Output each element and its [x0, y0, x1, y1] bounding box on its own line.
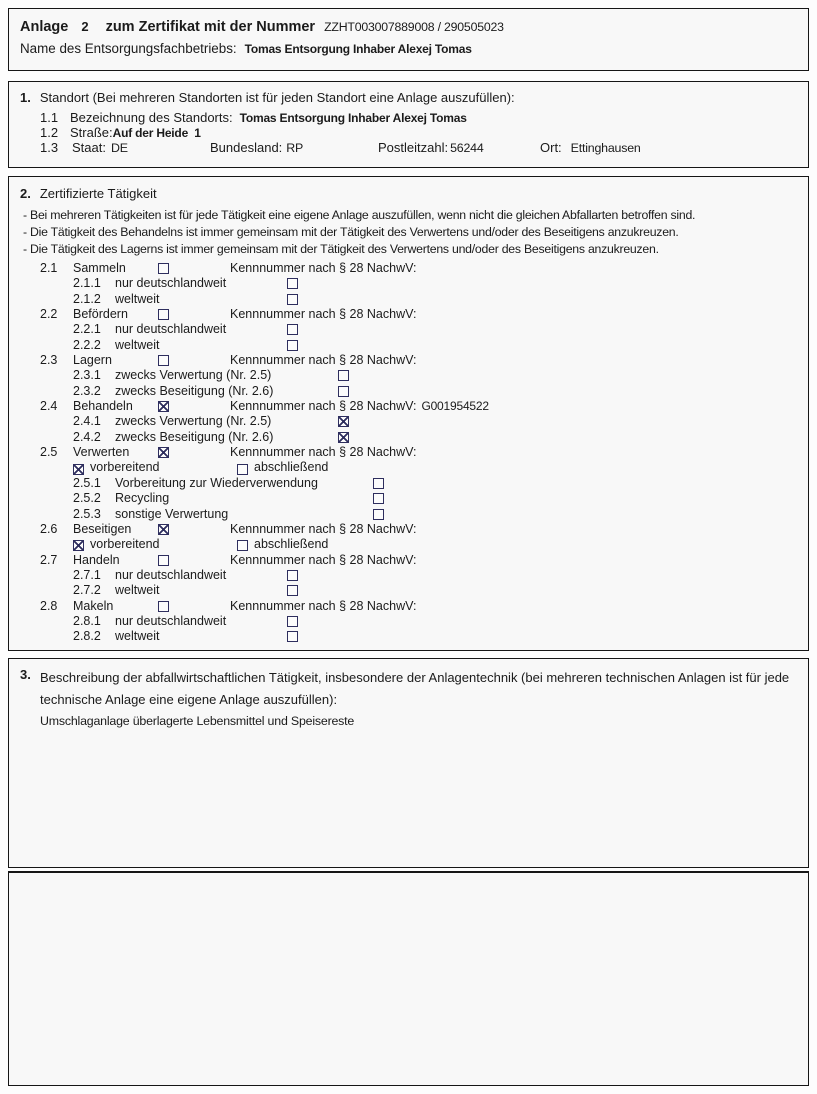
form-row [9, 430, 809, 445]
checkbox-2.5.3[interactable] [373, 509, 384, 520]
section2-title-text: Zertifizierte Tätigkeit [39, 186, 157, 201]
form-row [9, 353, 809, 368]
sub-label: nur deutschlandweit [115, 322, 227, 337]
kennnummer-field[interactable]: G001954522 [421, 399, 489, 414]
option-label: abschließend [254, 460, 329, 475]
option-group [237, 460, 328, 475]
section2-title [20, 186, 157, 201]
form-row [9, 476, 809, 491]
form-row [9, 338, 809, 353]
checkbox-2.2.2[interactable] [287, 340, 298, 351]
activity-label: Beseitigen [73, 521, 132, 536]
sub-label: Vorbereitung zur Wiederverwendung [115, 475, 318, 490]
form-row [9, 322, 809, 337]
row-1-1 [70, 110, 467, 125]
form-row [9, 629, 809, 644]
checkbox-2.5-abschließend[interactable] [237, 464, 248, 475]
form-row [9, 568, 809, 583]
sub-number: 2.2.1 [73, 322, 101, 337]
sub-label: zwecks Verwertung (Nr. 2.5) [115, 368, 272, 383]
header-line-1 [20, 19, 504, 35]
bundesland-field[interactable]: RP [286, 141, 304, 155]
checkbox-2.5.2[interactable] [373, 493, 384, 504]
form-row [9, 414, 809, 429]
bundesland-label: Bundesland: [210, 140, 283, 155]
sub-number: 2.2.2 [73, 337, 101, 352]
activity-number: 2.8 [40, 598, 58, 613]
header-box [8, 8, 809, 71]
postleitzahl-field[interactable]: 56244 [450, 141, 484, 155]
activity-number: 2.4 [40, 399, 58, 414]
form-row [9, 460, 809, 475]
checkbox-2.1[interactable] [158, 263, 169, 274]
form-row [9, 399, 809, 414]
activity-label: Makeln [73, 598, 114, 613]
activity-number: 2.2 [40, 307, 58, 322]
activity-label: Sammeln [73, 261, 126, 275]
checkbox-2.4[interactable] [158, 401, 169, 412]
activity-label: Verwerten [73, 445, 130, 460]
checkbox-2.8[interactable] [158, 601, 169, 612]
sub-number: 2.1.1 [73, 276, 101, 291]
section2-note: - Die Tätigkeit des Lagerns ist immer gemeinsam mit der Tätigkeit des Verwertens und/oder des Beseitigens anzukreuzen. [23, 242, 659, 256]
empty-box [8, 871, 809, 1086]
section2-number: 2. [20, 186, 31, 201]
sub-label: weltweit [115, 337, 160, 352]
checkbox-2.5-vorbereitend[interactable] [73, 464, 84, 475]
ort-group [540, 140, 641, 155]
activity-number: 2.1 [40, 261, 58, 275]
option-label: vorbereitend [90, 537, 160, 552]
row-1-1-number: 1.1 [40, 110, 59, 125]
checkbox-2.3.2[interactable] [338, 386, 349, 397]
form-row [9, 583, 809, 598]
row-1-2 [70, 125, 201, 140]
activity-number: 2.7 [40, 552, 58, 567]
activity-label: Handeln [73, 552, 120, 567]
section1-title [20, 90, 515, 105]
betrieb-name-label: Name des Entsorgungsfachbetriebs: [20, 41, 237, 56]
staat-label: Staat: [72, 140, 106, 155]
checkbox-2.5.1[interactable] [373, 478, 384, 489]
activity-label: Befördern [73, 307, 128, 322]
sub-number: 2.5.1 [73, 475, 101, 490]
checkbox-2.6-vorbereitend[interactable] [73, 540, 84, 551]
form-row [9, 614, 809, 629]
staat-group [72, 140, 128, 155]
checkbox-2.8.2[interactable] [287, 631, 298, 642]
form-row [9, 292, 809, 307]
form-row [9, 491, 809, 506]
row-1-3-number: 1.3 [40, 140, 59, 155]
checkbox-2.2[interactable] [158, 309, 169, 320]
checkbox-2.3[interactable] [158, 355, 169, 366]
kennnummer-label: Kennnummer nach § 28 NachwV: [230, 598, 417, 613]
kennnummer-label: Kennnummer nach § 28 NachwV: [230, 307, 417, 322]
checkbox-2.6-abschließend[interactable] [237, 540, 248, 551]
checkbox-2.3.1[interactable] [338, 370, 349, 381]
zertifikat-label: zum Zertifikat mit der Nummer [105, 19, 316, 35]
sub-number: 2.3.2 [73, 383, 101, 398]
anlage-label: Anlage [20, 19, 69, 35]
section3-number: 3. [20, 667, 31, 682]
header-line-2 [20, 41, 472, 56]
section2-taetigkeit-box [8, 176, 809, 651]
checkbox-2.1.2[interactable] [287, 294, 298, 305]
kennnummer-label: Kennnummer nach § 28 NachwV: [230, 261, 417, 275]
sub-label: Recycling [115, 491, 170, 506]
form-row [9, 261, 809, 276]
section1-standort-box [8, 81, 809, 168]
zertifikat-number-field[interactable]: ZZHT003007889008 / 290505023 [324, 20, 504, 34]
option-label: abschließend [254, 537, 329, 552]
sub-number: 2.3.1 [73, 368, 101, 383]
row-1-2-number: 1.2 [40, 125, 59, 140]
section3-beschreibung-box [8, 658, 809, 868]
strasse-field[interactable]: Auf der Heide 1 [112, 126, 201, 140]
form-row [9, 507, 809, 522]
form-row [9, 368, 809, 383]
section2-note: - Bei mehreren Tätigkeiten ist für jede Tätigkeit eine eigene Anlage auszufüllen, wenn nicht die gleichen Abfallarten betroffen sind. [23, 208, 696, 222]
sub-label: nur deutschlandweit [115, 276, 227, 291]
checkbox-2.7.2[interactable] [287, 585, 298, 596]
form-row [9, 599, 809, 614]
sub-label: weltweit [115, 583, 160, 598]
bezeichnung-label: Bezeichnung des Standorts: [70, 110, 233, 125]
sub-label: zwecks Beseitigung (Nr. 2.6) [115, 429, 274, 444]
sub-number: 2.5.2 [73, 491, 101, 506]
kennnummer-label: Kennnummer nach § 28 NachwV: [230, 445, 417, 460]
sub-number: 2.4.2 [73, 429, 101, 444]
section2-activities [9, 261, 809, 645]
staat-field[interactable]: DE [110, 141, 128, 155]
activity-number: 2.3 [40, 353, 58, 368]
form-row [9, 307, 809, 322]
sub-number: 2.8.1 [73, 613, 101, 628]
sub-label: sonstige Verwertung [115, 506, 229, 521]
sub-label: weltweit [115, 629, 160, 644]
sub-label: nur deutschlandweit [115, 567, 227, 582]
kennnummer-label: Kennnummer nach § 28 NachwV: [230, 552, 417, 567]
checkbox-2.6[interactable] [158, 524, 169, 535]
postleitzahl-label: Postleitzahl: [378, 140, 449, 155]
section1-title-text: Standort (Bei mehreren Standorten ist für jeden Standort eine Anlage auszufüllen): [39, 90, 515, 105]
checkbox-2.1.1[interactable] [287, 278, 298, 289]
form-row [9, 276, 809, 291]
section3-title-text: Beschreibung der abfallwirtschaftlichen Tätigkeit, insbesondere der Anlagentechnik (bei mehreren technischen Anlagen ist für jede technische Anlage eine eigene Anlage auszufüllen): [40, 670, 790, 707]
form-row [9, 537, 809, 552]
form-row [9, 445, 809, 460]
kennnummer-label: Kennnummer nach § 28 NachwV: [230, 353, 417, 368]
activity-label: Behandeln [73, 399, 133, 414]
option-group [73, 460, 160, 475]
section1-number: 1. [20, 90, 31, 105]
betrieb-name-field[interactable]: Tomas Entsorgung Inhaber Alexej Tomas [244, 42, 472, 56]
sub-number: 2.1.2 [73, 291, 101, 306]
ort-field[interactable]: Ettinghausen [570, 141, 641, 155]
form-row [9, 384, 809, 399]
option-group [73, 537, 160, 552]
kennnummer-label: Kennnummer nach § 28 NachwV: G001954522 [230, 399, 489, 414]
bezeichnung-field[interactable]: Tomas Entsorgung Inhaber Alexej Tomas [239, 111, 467, 125]
sub-number: 2.7.2 [73, 583, 101, 598]
sub-label: weltweit [115, 291, 160, 306]
checkbox-2.4.1[interactable] [338, 416, 349, 427]
beschreibung-field[interactable]: Umschlaganlage überlagerte Lebensmittel und Speisereste [40, 714, 355, 728]
anlage-number-field[interactable]: 2 [81, 19, 89, 34]
strasse-label: Straße: [70, 125, 113, 140]
activity-number: 2.6 [40, 521, 58, 536]
bundesland-group [210, 140, 303, 155]
checkbox-2.8.1[interactable] [287, 616, 298, 627]
sub-number: 2.8.2 [73, 629, 101, 644]
activity-label: Lagern [73, 353, 112, 368]
checkbox-2.4.2[interactable] [338, 432, 349, 443]
option-label: vorbereitend [90, 460, 160, 475]
ort-label: Ort: [540, 140, 562, 155]
kennnummer-label: Kennnummer nach § 28 NachwV: [230, 521, 417, 536]
checkbox-2.2.1[interactable] [287, 324, 298, 335]
sub-number: 2.4.1 [73, 414, 101, 429]
sub-number: 2.5.3 [73, 506, 101, 521]
sub-label: zwecks Beseitigung (Nr. 2.6) [115, 383, 274, 398]
postleitzahl-group [378, 140, 484, 155]
checkbox-2.5[interactable] [158, 447, 169, 458]
sub-number: 2.7.1 [73, 567, 101, 582]
section2-note: - Die Tätigkeit des Behandelns ist immer gemeinsam mit der Tätigkeit des Verwertens und/oder des Beseitigens anzukreuzen. [23, 225, 679, 239]
activity-number: 2.5 [40, 445, 58, 460]
checkbox-2.7.1[interactable] [287, 570, 298, 581]
sub-label: nur deutschlandweit [115, 613, 227, 628]
form-row [9, 522, 809, 537]
option-group [237, 537, 328, 552]
sub-label: zwecks Verwertung (Nr. 2.5) [115, 414, 272, 429]
checkbox-2.7[interactable] [158, 555, 169, 566]
form-row [9, 553, 809, 568]
